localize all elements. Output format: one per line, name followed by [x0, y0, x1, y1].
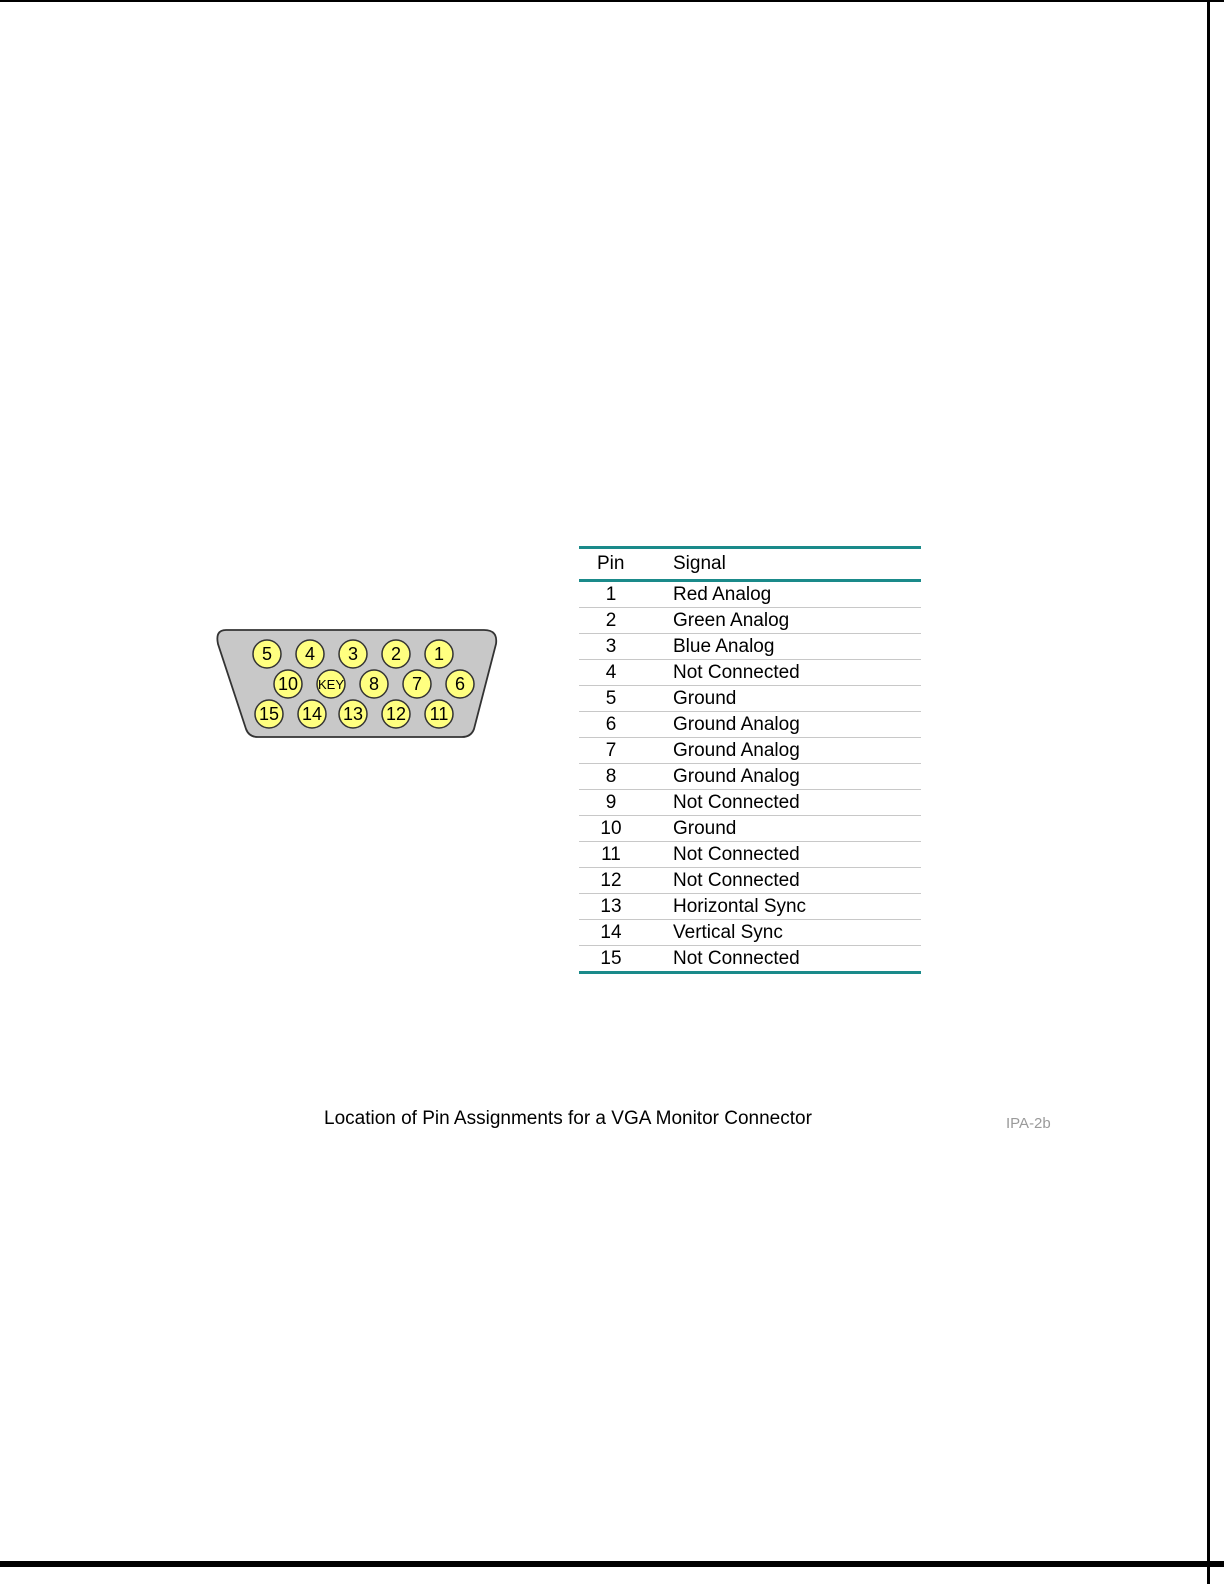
signal-name-cell: Not Connected — [673, 947, 800, 969]
table-row — [579, 894, 921, 920]
page-border-top — [0, 0, 1224, 2]
connector-pin-label: 15 — [258, 704, 280, 724]
page-border-right — [1207, 0, 1210, 1584]
pin-number-cell: 15 — [600, 947, 622, 969]
vga-connector-diagram — [200, 615, 520, 755]
pin-column-header: Pin — [579, 548, 673, 581]
connector-pin-label: 12 — [385, 704, 407, 724]
connector-pin — [446, 670, 474, 698]
table-row — [579, 712, 921, 738]
pin-number-cell: 12 — [579, 868, 673, 894]
pin-assignment-table — [579, 546, 921, 974]
pin-number-cell: 5 — [579, 686, 673, 712]
connector-pin — [253, 640, 281, 668]
connector-pin — [274, 670, 302, 698]
connector-pin — [382, 700, 410, 728]
table-row — [579, 868, 921, 894]
figure-caption: Location of Pin Assignments for a VGA Monitor Connector — [324, 1108, 812, 1129]
pin-number-cell: 11 — [579, 842, 673, 868]
signal-name-cell: Horizontal Sync — [673, 894, 921, 920]
signal-column-header: Signal — [673, 548, 921, 581]
connector-pin — [339, 700, 367, 728]
connector-pin-label: 3 — [347, 644, 359, 664]
signal-name-cell: Not Connected — [673, 868, 921, 894]
table-row — [579, 816, 921, 842]
connector-pin-label: 11 — [429, 704, 449, 724]
signal-name-cell: Ground — [673, 816, 921, 842]
pin-number-cell: 3 — [579, 634, 673, 660]
connector-key-pin — [317, 670, 345, 698]
connector-pin-label: 5 — [261, 644, 273, 664]
signal-name-cell: Not Connected — [673, 660, 921, 686]
signal-name-cell: Blue Analog — [673, 634, 921, 660]
connector-pin — [382, 640, 410, 668]
connector-pin — [255, 700, 283, 728]
pin-number-cell: 9 — [579, 790, 673, 816]
table-row — [579, 608, 921, 634]
table-row — [579, 660, 921, 686]
signal-name-cell: Ground Analog — [673, 764, 921, 790]
connector-pin — [296, 640, 324, 668]
table-row — [579, 842, 921, 868]
pin-number-cell: 13 — [579, 894, 673, 920]
pin-number-cell: 10 — [579, 816, 673, 842]
connector-pin — [339, 640, 367, 668]
pin-number-cell: 8 — [579, 764, 673, 790]
page-border-bottom — [0, 1561, 1224, 1567]
table-row — [579, 764, 921, 790]
pin-number-cell: 1 — [579, 581, 673, 608]
connector-pin-label: 2 — [390, 644, 402, 664]
table-row — [579, 738, 921, 764]
connector-pin — [403, 670, 431, 698]
signal-name-cell: Green Analog — [673, 608, 921, 634]
connector-pin — [425, 700, 453, 728]
pin-number-cell: 6 — [579, 712, 673, 738]
signal-name-cell: Ground — [673, 686, 921, 712]
connector-pin-label: 10 — [277, 674, 299, 694]
connector-pin — [360, 670, 388, 698]
signal-name-cell: Not Connected — [673, 790, 921, 816]
table-row — [579, 634, 921, 660]
signal-name-cell: Ground Analog — [673, 738, 921, 764]
signal-name-cell: Red Analog — [673, 581, 921, 608]
connector-pin-label: 13 — [342, 704, 364, 724]
pin-number-cell: 7 — [579, 738, 673, 764]
figure-id: IPA-2b — [1006, 1115, 1051, 1132]
pin-number-cell: 4 — [579, 660, 673, 686]
signal-name-cell: Vertical Sync — [673, 920, 921, 946]
signal-name-cell: Not Connected — [673, 842, 921, 868]
connector-pin-label: 7 — [411, 674, 423, 694]
signal-name-cell: Ground Analog — [673, 712, 921, 738]
connector-pin — [298, 700, 326, 728]
connector-pin-label: 8 — [368, 674, 380, 694]
table-row — [579, 790, 921, 816]
table-header-row — [579, 548, 921, 581]
connector-pin — [425, 640, 453, 668]
table-row — [579, 920, 921, 946]
table-row — [579, 686, 921, 712]
connector-pin-label: 1 — [433, 644, 445, 664]
connector-pin-label: 6 — [454, 674, 466, 694]
table-row — [579, 581, 921, 608]
table-row — [579, 946, 921, 973]
pin-number-cell: 2 — [579, 608, 673, 634]
connector-pin-label: KEY — [317, 677, 345, 692]
pin-number-cell: 14 — [579, 920, 673, 946]
connector-pin-label: 4 — [304, 644, 316, 664]
connector-pin-label: 14 — [301, 704, 323, 724]
